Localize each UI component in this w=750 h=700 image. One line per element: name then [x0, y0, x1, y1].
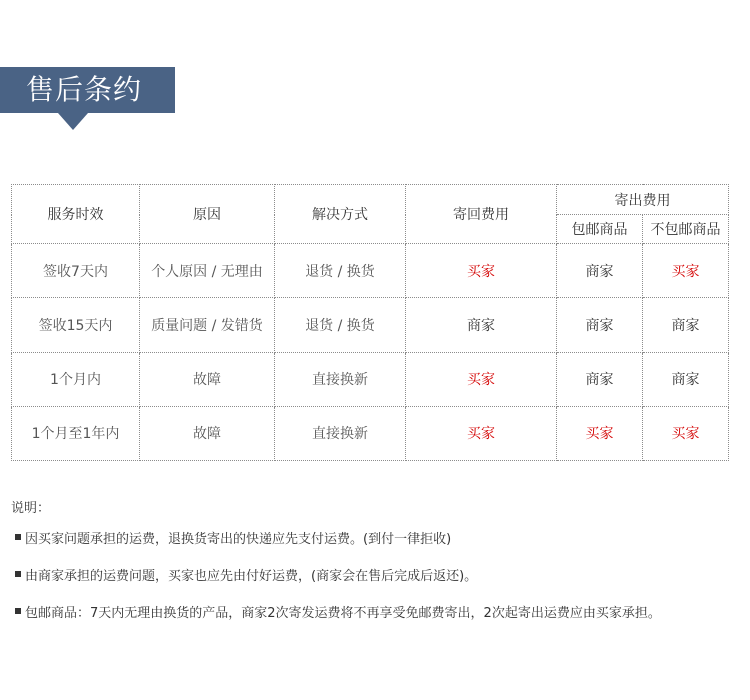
- banner-pointer: [58, 113, 88, 130]
- table-row: [12, 298, 729, 352]
- table-row: [12, 352, 729, 406]
- header-solution: 解决方式: [275, 185, 406, 244]
- cell-free-shipping-fee: 商家: [557, 352, 643, 406]
- cell-nonfree-shipping-fee: 商家: [643, 298, 729, 352]
- cell-return-fee: 买家: [406, 244, 557, 298]
- after-sales-policy-table: [11, 184, 729, 461]
- table-row: [12, 244, 729, 298]
- header-free-shipping: 包邮商品: [557, 215, 643, 244]
- cell-nonfree-shipping-fee: 买家: [643, 244, 729, 298]
- cell-nonfree-shipping-fee: 商家: [643, 352, 729, 406]
- table-row: [12, 406, 729, 460]
- cell-period: 签收15天内: [12, 298, 140, 352]
- cell-solution: 直接换新: [275, 406, 406, 460]
- cell-reason: 个人原因 / 无理由: [140, 244, 275, 298]
- table-header-row: [12, 185, 729, 215]
- cell-free-shipping-fee: 商家: [557, 244, 643, 298]
- note-text: 包邮商品：7天内无理由换货的产品，商家2次寄发运费将不再享受免邮费寄出，2次起寄出运费应由买家承担。: [25, 606, 661, 621]
- header-reason: 原因: [140, 185, 275, 244]
- header-return-fee: 寄回费用: [406, 185, 557, 244]
- cell-reason: 质量问题 / 发错货: [140, 298, 275, 352]
- header-service-period: 服务时效: [12, 185, 140, 244]
- cell-reason: 故障: [140, 406, 275, 460]
- cell-free-shipping-fee: 买家: [557, 406, 643, 460]
- page-title-banner: [0, 67, 175, 113]
- cell-period: 签收7天内: [12, 244, 140, 298]
- cell-return-fee: 买家: [406, 352, 557, 406]
- note-item: [11, 602, 661, 621]
- cell-solution: 退货 / 换货: [275, 244, 406, 298]
- cell-period: 1个月至1年内: [12, 406, 140, 460]
- square-bullet-icon: [15, 608, 21, 614]
- square-bullet-icon: [15, 534, 21, 540]
- header-ship-fee: 寄出费用: [557, 185, 729, 215]
- cell-return-fee: 商家: [406, 298, 557, 352]
- note-item: [11, 565, 661, 584]
- square-bullet-icon: [15, 571, 21, 577]
- cell-nonfree-shipping-fee: 买家: [643, 406, 729, 460]
- note-text: 由商家承担的运费问题，买家也应先由付好运费，(商家会在售后完成后返还)。: [25, 569, 478, 584]
- page-title: 售后条约: [26, 73, 143, 106]
- cell-return-fee: 买家: [406, 406, 557, 460]
- notes-section: [11, 497, 661, 639]
- cell-period: 1个月内: [12, 352, 140, 406]
- note-item: [11, 528, 661, 547]
- cell-solution: 退货 / 换货: [275, 298, 406, 352]
- header-no-free-shipping: 不包邮商品: [643, 215, 729, 244]
- cell-solution: 直接换新: [275, 352, 406, 406]
- cell-free-shipping-fee: 商家: [557, 298, 643, 352]
- note-text: 因买家问题承担的运费，退换货寄出的快递应先支付运费。(到付一律拒收): [25, 532, 452, 547]
- cell-reason: 故障: [140, 352, 275, 406]
- notes-title: 说明：: [11, 501, 51, 516]
